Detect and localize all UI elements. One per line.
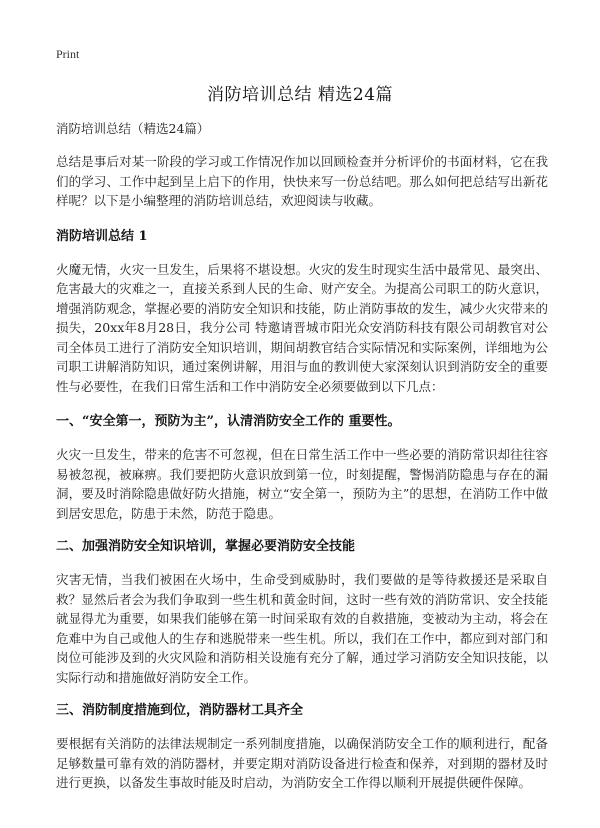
intro-paragraph: 总结是事后对某一阶段的学习或工作情况作加以回顾检查并分析评价的书面材料，它在我们的学习、工作中起到呈上启下的作用，快快来写一份总结吧。那么如何把总结写出新花样呢？以下是小编整理的消防培训总结，欢迎阅读与收藏。	[56, 154, 548, 208]
document-subtitle: 消防培训总结（精选24篇）	[56, 121, 210, 136]
section-paragraph: 火魔无情，火灾一旦发生，后果将不堪设想。火灾的发生时现实生活中最常见、最突出、危害最大的灾难之一，直接关系到人民的生命、财产安全。为提高公司职工的防火意识，增强消防观念，掌握必要的消防安全知识和技能，防止消防事故的发生，减少火灾带来的损失，20xx年8月28日，我分公司 特邀请晋城市阳光众安消防科技有限公司胡教官对公司全体员工进行了消防安全知识培训，期间胡教官结合实际情况和实际案例，详细地为公司职工讲解消防知识，通过案例讲解，用泪与血的教训使大家深刻认识到消防安全的重要性与必要性，在我们日常生活和工作中消防安全必须要做到以下几点：	[56, 261, 548, 394]
page-title: 消防培训总结 精选24篇	[206, 85, 394, 105]
section-heading: 消防培训总结 1	[56, 228, 148, 244]
document-body	[56, 120, 548, 807]
point-heading-3: 三、消防制度措施到位，消防器材工具齐全	[56, 703, 304, 718]
point-paragraph-1: 火灾一旦发生，带来的危害不可忽视，但在日常生活工作中一些必要的消防常识却往往容易被忽视，被麻痹。我们要把防火意识放到第一位，时刻提醒，警惕消防隐患与存在的漏洞，要及时消除隐患做好防火措施，树立“安全第一，预防为主”的思想，在消防工作中做到居安思危，防患于未然，防范于隐患。	[56, 447, 548, 521]
point-heading-2: 二、加强消防安全知识培训，掌握必要消防安全技能	[56, 539, 356, 554]
point-paragraph-3: 要根据有关消防的法律法规制定一系列制度措施，以确保消防安全工作的顺利进行，配备足够数量可靠有效的消防器材，并要定期对消防设备进行检查和保养，对到期的器材及时进行更换，以备发生事故时能及时启动，为消防安全工作得以顺利开展提供硬件保障。	[56, 736, 548, 790]
print-link[interactable]: Print	[56, 47, 80, 61]
point-heading-1: 一、“安全第一，预防为主”，认清消防安全工作的 重要性。	[56, 414, 401, 429]
point-paragraph-2: 灾害无情，当我们被困在火场中，生命受到威胁时，我们要做的是等待救援还是采取自救？显然后者会为我们争取到一些生机和黄金时间，这时一些有效的消防常识、安全技能就显得尤为重要，如果我们能够在第一时间采取有效的自救措施，变被动为主动，将会在危难中为自己或他人的生存和逃脱带来一些生机。所以，我们在工作中，都应到对部门和岗位可能涉及到的火灾风险和消防相关设施有充分了解，通过学习消防安全知识技能，以实际行动和措施做好消防安全工作。	[56, 572, 548, 685]
